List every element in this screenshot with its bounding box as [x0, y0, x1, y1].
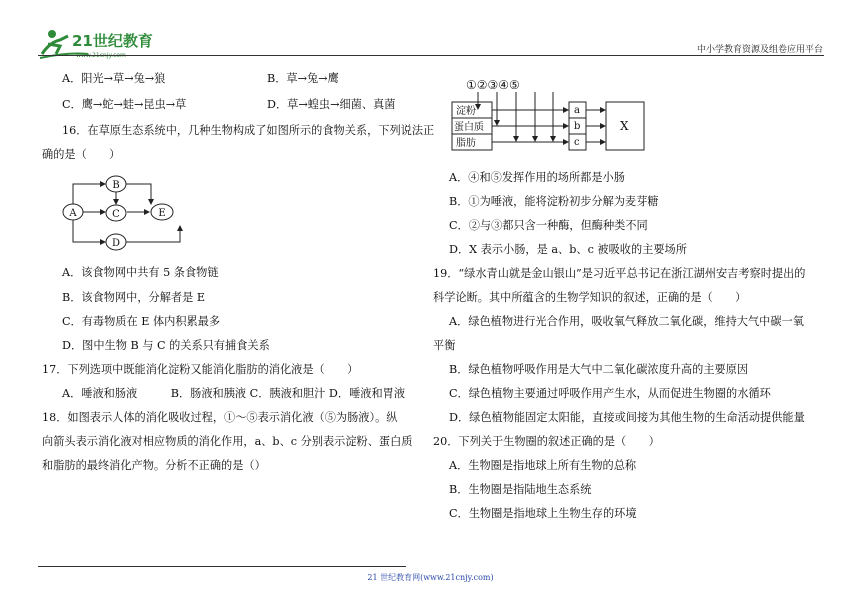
runner-logo-icon	[38, 24, 164, 62]
site-logo	[38, 24, 164, 62]
q16-option-d: D．图中生物 B 与 C 的关系只有捕食关系	[62, 339, 270, 352]
q16-option-b: B．该食物网中，分解者是 E	[62, 291, 206, 304]
q15-option-c: C．鹰→蛇→蛙→昆虫→草	[62, 98, 187, 111]
q20-option-b: B．生物圈是指陆地生态系统	[449, 483, 592, 496]
q19-option-a-line1: A．绿色植物进行光合作用，吸收氧气释放二氧化碳，维持大气中碳一氧	[449, 315, 804, 328]
product-c: c	[574, 137, 580, 148]
digestion-diagram	[450, 78, 650, 158]
substance-starch: 淀粉	[456, 106, 476, 117]
digestive-juice-numbers: ①②③④⑤	[466, 78, 520, 92]
logo-text: 21世纪教育	[72, 32, 153, 50]
q15-option-b: B．草→兔→鹰	[267, 72, 339, 85]
q16-option-c: C．有毒物质在 E 体内积累最多	[62, 315, 221, 328]
substance-protein: 蛋白质	[454, 122, 484, 133]
q19-stem-line2: 科学论断。其中所蕴含的生物学知识的叙述，正确的是（ ）	[433, 291, 747, 304]
node-b-label: B	[112, 180, 120, 191]
product-b: b	[574, 121, 581, 132]
q18-stem-line2: 向箭头表示消化液对相应物质的消化作用，a、b、c 分别表示淀粉、蛋白质	[42, 435, 413, 448]
q19-option-a-line2: 平衡	[433, 339, 456, 352]
node-d-label: D	[111, 238, 121, 249]
q17-stem: 17．下列选项中既能消化淀粉又能消化脂肪的消化液是（ ）	[42, 363, 359, 376]
product-a: a	[574, 105, 580, 116]
footer-divider	[38, 566, 406, 567]
q16-stem-line2: 确的是（ ）	[42, 148, 121, 161]
q16-option-a: A．该食物网中共有 5 条食物链	[62, 266, 219, 279]
q20-stem: 20．下列关于生物圈的叙述正确的是（ ）	[433, 435, 660, 448]
q18-option-a: A．④和⑤发挥作用的场所都是小肠	[449, 171, 625, 184]
q19-option-c: C．绿色植物主要通过呼吸作用产生水，从而促进生物圈的水循环	[449, 387, 771, 400]
q18-option-c: C．②与③都只含一种酶，但酶种类不同	[449, 219, 648, 232]
q18-option-d: D．X 表示小肠，是 a、b、c 被吸收的主要场所	[449, 243, 687, 256]
q18-stem-line3: 和脂肪的最终消化产物。分析不正确的是（）	[42, 459, 266, 472]
q19-option-b: B．绿色植物呼吸作用是大气中二氧化碳浓度升高的主要原因	[449, 363, 749, 376]
q20-option-c: C．生物圈是指地球上生物生存的环境	[449, 507, 637, 520]
q17-options: A．唾液和肠液 B．肠液和胰液 C．胰液和胆汁 D．唾液和胃液	[62, 387, 406, 400]
node-c-label: C	[112, 209, 120, 220]
q18-option-b: B．①为唾液，能将淀粉初步分解为麦芽糖	[449, 195, 659, 208]
q18-stem-line1: 18．如图表示人体的消化吸收过程，①～⑤表示消化液（⑤为肠液）。纵	[42, 411, 398, 424]
node-a-label: A	[69, 208, 77, 219]
footer-link[interactable]: 21 世纪教育网(www.21cnjy.com)	[367, 573, 494, 582]
substance-fat: 脂肪	[456, 138, 476, 149]
organ-x: X	[620, 119, 629, 133]
header-divider	[38, 55, 824, 56]
q16-stem-line1: 16．在草原生态系统中，几种生物构成了如图所示的食物关系，下列说法正	[62, 124, 435, 137]
q15-option-d: D．草→蝗虫→细菌、真菌	[267, 98, 396, 111]
q15-option-a: A．阳光→草→兔→狼	[62, 72, 166, 85]
node-e-label: E	[158, 208, 166, 219]
q19-stem-line1: 19．“绿水青山就是金山银山”是习近平总书记在浙江湖州安吉考察时提出的	[433, 267, 806, 280]
q19-option-d: D．绿色植物能固定太阳能，直接或间接为其他生物的生命活动提供能量	[449, 411, 805, 424]
food-web-diagram	[56, 174, 196, 256]
q20-option-a: A．生物圈是指地球上所有生物的总称	[449, 459, 637, 472]
header-right-text: 中小学教育资源及组卷应用平台	[696, 45, 823, 55]
